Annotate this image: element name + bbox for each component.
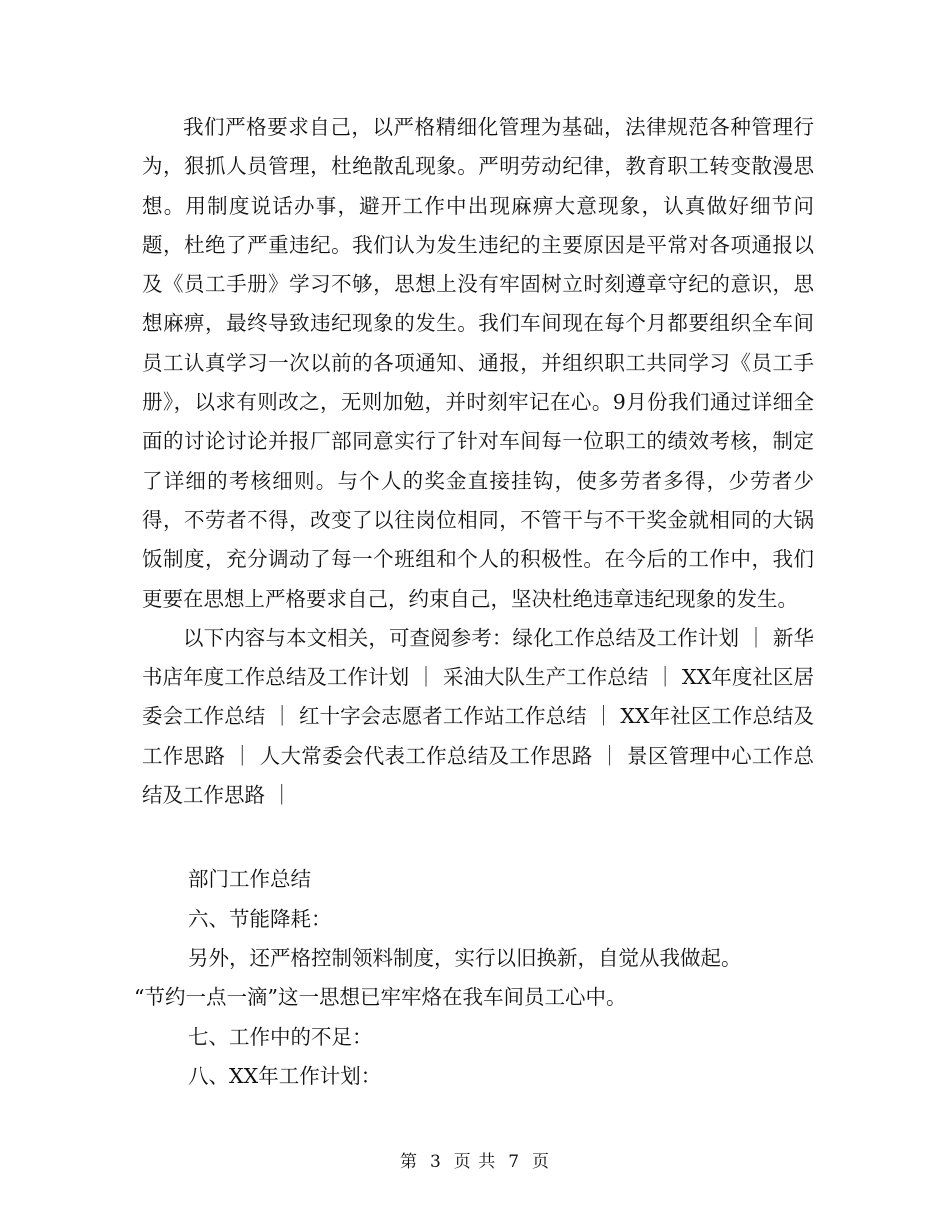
department-summary-section	[134, 860, 814, 1096]
footer-middle: 页 共	[453, 1152, 497, 1172]
item-6-heading: 六、节能降耗：	[188, 906, 332, 931]
footer-suffix: 页	[532, 1152, 551, 1172]
section-title: 部门工作总结	[188, 867, 311, 892]
body-paragraph: 我们严格要求自己，以严格精细化管理为基础，法律规范各种管理行为，狠抓人员管理，杜绝散乱现象。严明劳动纪律，教育职工转变散漫思想。用制度说话办事，避开工作中出现麻痹大意现象，认真做好细节问题，杜绝了严重违纪。我们认为发生违纪的主要原因是平常对各项通报以及《员工手册》学习不够，思想上没有牢固树立时刻遵章守纪的意识，思想麻痹，最终导致违纪现象的发生。我们车间现在每个月都要组织全车间员工认真学习一次以前的各项通知、通报，并组织职工共同学习《员工手册》，以求有则改之，无则加勉，并时刻牢记在心。9月份我们通过详细全面的讨论讨论并报厂部同意实行了针对车间每一位职工的绩效考核，制定了详细的考核细则。与个人的奖金直接挂钩，使多劳者多得，少劳者少得，不劳者不得，改变了以往岗位相同，不管干与不干奖金就相同的大锅饭制度，充分调动了每一个班组和个人的积极性。在今后的工作中，我们更要在思想上严格要求自己，约束自己，坚决杜绝违章违纪现象的发生。	[142, 115, 814, 611]
item-7-heading: 七、工作中的不足：	[188, 1024, 373, 1049]
item-6-quote: “节约一点一滴”这一思想已牢牢烙在我车间员工心中。	[134, 985, 627, 1010]
footer-page-number: 3	[429, 1152, 442, 1172]
item-8-heading: 八、XX年工作计划：	[188, 1063, 382, 1088]
related-articles-paragraph: 以下内容与本文相关，可查阅参考：绿化工作总结及工作计划 ｜ 新华书店年度工作总结及工作计划 ｜ 采油大队生产工作总结 ｜ XX年度社区居委会工作总结 ｜ 红十字会志愿者工作站工作总结 ｜ XX年社区工作总结及工作思路 ｜ 人大常委会代表工作总结及工作思路 ｜ 景区管理中心工作总结及工作思路 ｜	[142, 625, 814, 808]
item-6-text: 另外，还严格控制领料制度，实行以旧换新，自觉从我做起。	[188, 945, 742, 970]
page-footer	[0, 1150, 950, 1174]
document-content	[134, 108, 814, 1096]
footer-prefix: 第	[399, 1152, 418, 1172]
footer-total-pages: 7	[508, 1152, 521, 1172]
